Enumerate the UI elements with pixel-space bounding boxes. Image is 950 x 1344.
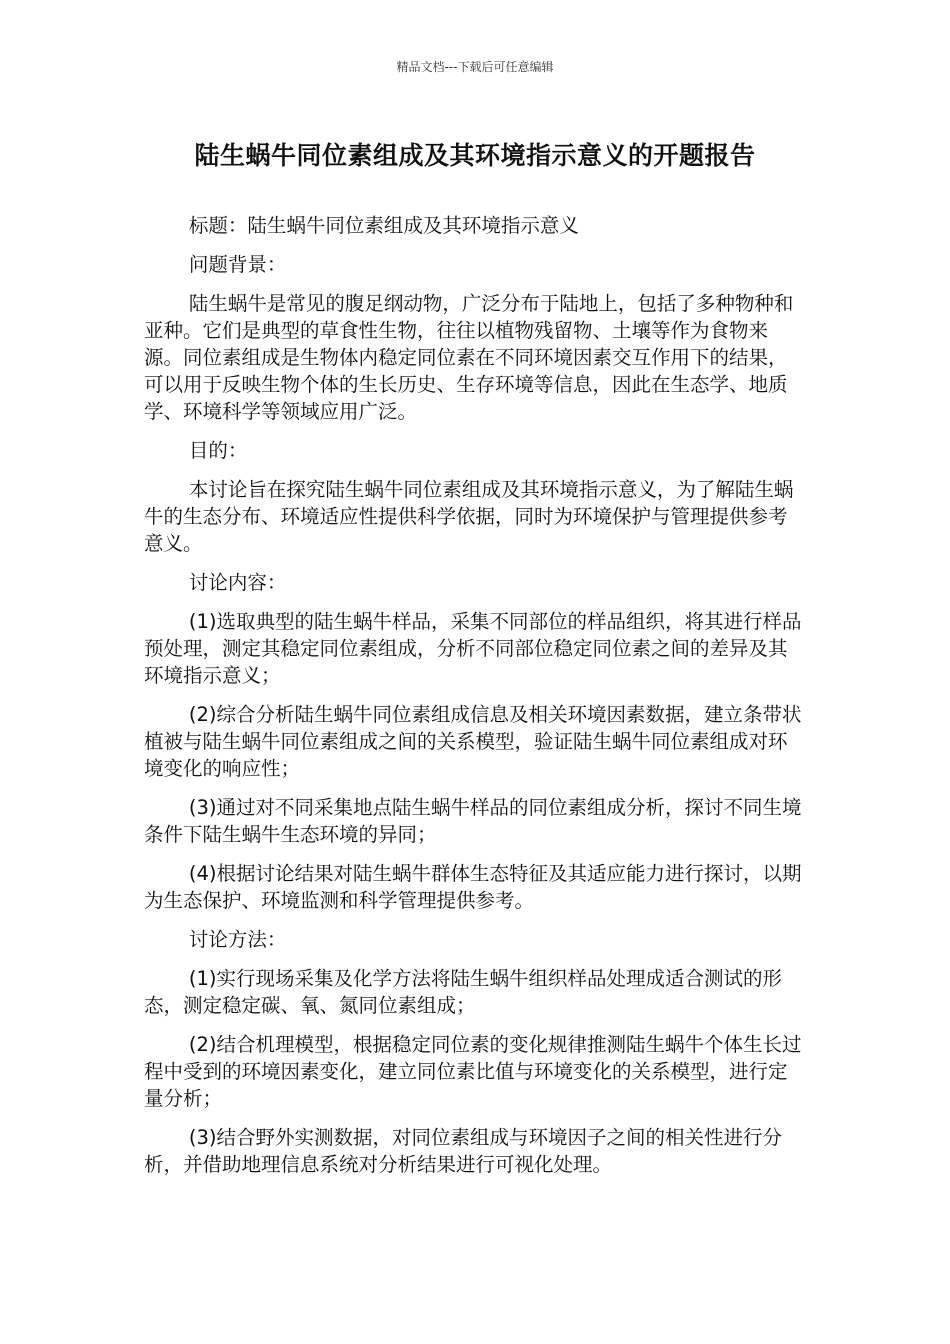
document-title: 陆生蜗牛同位素组成及其环境指示意义的开题报告	[194, 141, 756, 170]
method-item-3: (3)结合野外实测数据，对同位素组成与环境因子之间的相关性进行分析，并借助地理信息系统对分析结果进行可视化处理。	[144, 1126, 782, 1176]
content-item-4: (4)根据讨论结果对陆生蜗牛群体生态特征及其适应能力进行探讨，以期为生态保护、环境监测和科学管理提供参考。	[144, 862, 802, 912]
content-item-3: (3)通过对不同采集地点陆生蜗牛样品的同位素组成分析，探讨不同生境条件下陆生蜗牛生态环境的异同；	[144, 796, 802, 846]
method-item-2: (2)结合机理模型，根据稳定同位素的变化规律推测陆生蜗牛个体生长过程中受到的环境因素变化，建立同位素比值与环境变化的关系模型，进行定量分析；	[144, 1033, 802, 1110]
heading-content: 讨论内容：	[188, 571, 287, 594]
content-item-1: (1)选取典型的陆生蜗牛样品，采集不同部位的样品组织，将其进行样品预处理，测定其稳定同位素组成，分析不同部位稳定同位素之间的差异及其环境指示意义；	[144, 610, 802, 687]
method-item-1: (1)实行现场采集及化学方法将陆生蜗牛组织样品处理成适合测试的形态，测定稳定碳、氧、氮同位素组成；	[144, 967, 782, 1017]
paragraph-purpose: 本讨论旨在探究陆生蜗牛同位素组成及其环境指示意义，为了解陆生蜗牛的生态分布、环境适应性提供科学依据，同时为环境保护与管理提供参考意义。	[144, 478, 794, 555]
header-note: 精品文档---下载后可任意编辑	[396, 60, 554, 74]
document-body	[144, 212, 804, 1190]
paragraph-background: 陆生蜗牛是常见的腹足纲动物，广泛分布于陆地上，包括了多种物种和亚种。它们是典型的草食性生物，往往以植物残留物、土壤等作为食物来源。同位素组成是生物体内稳定同位素在不同环境因素交互作用下的结果，可以用于反映生物个体的生长历史、生存环境等信息，因此在生态学、地质学、环境科学等领域应用广泛。	[144, 292, 794, 423]
content-item-2: (2)综合分析陆生蜗牛同位素组成信息及相关环境因素数据，建立条带状植被与陆生蜗牛同位素组成之间的关系模型，验证陆生蜗牛同位素组成对环境变化的响应性；	[144, 703, 802, 780]
paragraph-topic: 标题：陆生蜗牛同位素组成及其环境指示意义	[188, 214, 579, 237]
heading-purpose: 目的：	[188, 439, 248, 462]
heading-methods: 讨论方法：	[188, 928, 287, 951]
heading-background: 问题背景：	[188, 253, 287, 276]
